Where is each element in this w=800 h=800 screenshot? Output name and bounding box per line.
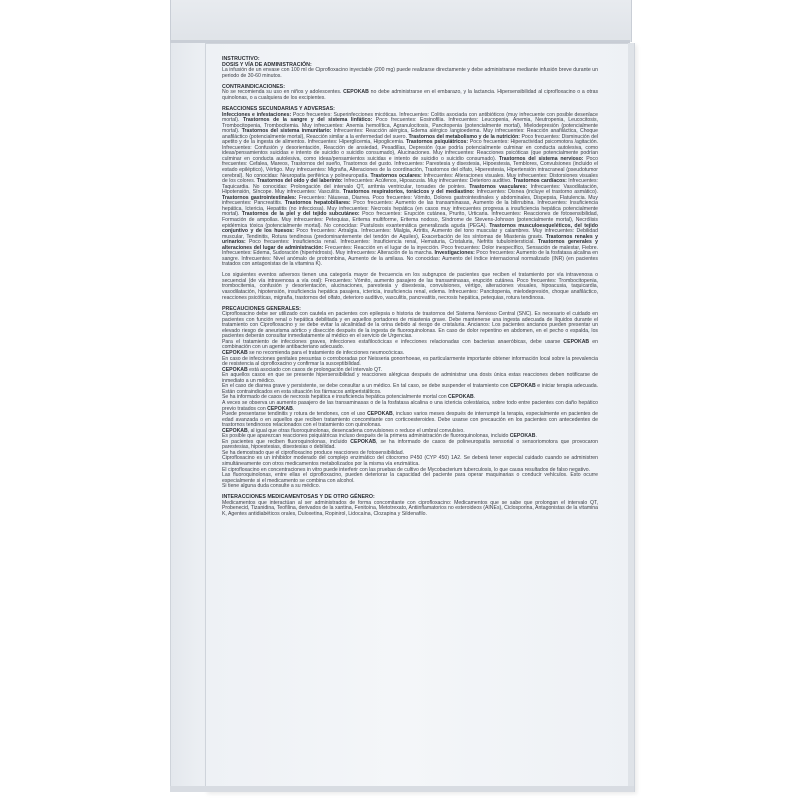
precauciones-p17: Las fluoroquinolonas, entre ellas el ciprofloxacino, pueden deteriorar la capacidad del paciente para operar maquinarias o conducir vehículos. Esto ocurre especialmente si el medicamento se combina con alcohol. xyxy=(222,472,598,484)
precauciones-p2: Para el tratamiento de infecciones graves, infecciones estafilocócicas e infecciones relacionadas con bacterias anaeróbicas, debe usarse CEPOKAB en combinación con un agente antibacteriano adecuado. xyxy=(222,338,598,351)
precauciones-p11: CEPOKAB, al igual que otras fluoroquinolonas, desencadena convulsiones o reduce el umbral convulsivo. xyxy=(222,427,465,434)
precauciones-p9: A veces se observa un aumento pasajero de las transaminasas o de la fosfatasa alcalina o una ictericia colestásica, sobre todo entre pacientes con daño hepático previo tratados con CEPOKAB. xyxy=(222,399,598,412)
box-side-panel xyxy=(170,43,206,790)
precauciones-p13: En pacientes que reciben fluoroquinolonas, incluido CEPOKAB, se ha informado de casos de polineuropatía sensorial o sensoriomotora que provocaron parestesias, hipoestesias, disestesias o debilidad. xyxy=(222,438,598,451)
precauciones-p3: CEPOKAB se no recomienda para el tratamiento de infecciones neumocócicas. xyxy=(222,350,405,357)
precauciones-p6: En aquellos casos en que se presente hipersensibilidad y reacciones alérgicas después de administrar una dosis única estas reacciones deben notificarse de inmediato a un médico. xyxy=(222,372,598,384)
precauciones-p15: Ciprofloxacino es un inhibidor moderado del complejo enzimático del citocromo P450 (CYP 450) 1A2. Se deberá tener especial cuidado cuando se administren simultáneamente con otros medicamentos metabolizados por la misma vía enzimática. xyxy=(222,455,598,467)
precauciones-p5: CEPOKAB está asociado con casos de prolongación del intervalo QT. xyxy=(222,366,383,373)
precauciones-p12: Es posible que aparezcan reacciones psiquiátricas incluso después de la primera administración de fluoroquinolonas, incluido CEPOKAB. xyxy=(222,433,537,440)
contraindicaciones-heading: CONTRAINDICACIONES: xyxy=(222,83,285,90)
interacciones-heading: INTERACCIONES MEDICAMENTOSAS Y DE OTRO GÉNERO: xyxy=(222,494,375,501)
precauciones-p10: Puede presentarse tendinitis y rotura de tendones, con el uso CEPOKAB, incluso varios meses después de interrumpir la terapia, especialmente en pacientes de edad avanzada o en aquellos que reciben tratamiento concomitante con corticoesteroides. Debe usarse con precaución en los pacientes con antecedentes de trastornos tendinosos relacionados con el tratamiento con quinolonas. xyxy=(222,411,598,429)
precauciones-p14: Se ha demostrado que el ciprofloxacino produce reacciones de fotosensibilidad. xyxy=(222,449,405,456)
precauciones-p7: En el caso de diarrea grave y persistente, se debe consultar a un médico. En tal caso, se debe suspender el tratamiento con CEPOKAB e iniciar terapia adecuada. Están contraindicados en esta situación los fármacos antiperistálticos. xyxy=(222,383,599,395)
box-right-edge xyxy=(628,43,634,790)
box-top-flap xyxy=(170,0,632,42)
dosis-text: La infusión de un envase con 100 ml de Ciprofloxacino inyectable (200 mg) puede realizarse directamente y debe administrarse mediante infusión breve durante un periodo de 30-60 minutos. xyxy=(222,67,598,79)
precauciones-p1: Ciprofloxacino debe ser utilizado con cautela en pacientes con epilepsia o historia de trastornos del Sistema Nervioso Central (SNC). Es necesario el cuidado en pacientes con función renal o hepática debilitada y en aquellos portadores de miastenia grave. Debe mantenerse una ingesta adecuada de líquidos durante el tratamiento con Ciprofloxacino y se debe evitar la alcalinidad de la orina debido al riesgo de cristaluria. Ancianos: Los pacientes ancianos pueden presentar un elevado riesgo de aneurisma aórtico y disección después de la ingesta de fluoroquinolonas. En caso de dolor repentino en abdomen, en el pecho o espalda, los pacientes deberán consultar inmediatamente al médico en el servicio de Urgencias. xyxy=(222,311,598,340)
reacciones-heading: REACCIONES SECUNDARIAS Y ADVERSAS: xyxy=(222,105,335,112)
precauciones-p4: En caso de infecciones genitales presuntas o corroboradas por Neisseria gonorrhoeae, es particularmente importante obtener información local sobre la prevalencia de resistencia al ciprofloxacino y confirmar la susceptibilidad. xyxy=(222,355,598,368)
box-bottom-edge xyxy=(170,786,634,792)
leaflet-text xyxy=(222,57,598,517)
precauciones-p16: El ciprofloxacino en concentraciones in vitro puede interferir con las pruebas de cultivo de Mycobacterium tuberculosis, lo que causa resultados de falso negativo. xyxy=(222,466,591,473)
reacciones-text: Infecciones e infestaciones: Poco frecuentes: Superinfecciones micóticas. Infrecuentes: Colitis asociada con antibióticos (muy infrecuente con posible desenlace mortal). Trastornos de la sangre y del sistema linfático: Poco frecuentes: Eosinofilia. Infrecuentes: Leucopenia, Anemia, Neutropenia, Leucocitosis, Trombocitopenia, Trombocitemia. Muy infrecuentes: Anemia hemolítica, Agranulocitosis, Pancitopenia (potencialmente mortal), Mielodepresión (potencialmente mortal). Trastornos del sistema inmunitario: Infrecuentes: Reacción alérgica, Edema alérgico /angioedema. Muy infrecuentes: Reacción anafiláctica, Choque anafiláctico (potencialmente mortal), Reacción similar a la enfermedad del suero. Trastornos del metabolismo y de la nutrición: Poco frecuentes: Disminución del apetito y de la ingesta de alimentos. Infrecuentes: Hiperglicemia, Hipoglicemia. Trastornos psiquiátricos: Poco frecuentes: Hiperactividad psicomotora /agitación. Infrecuentes: Confusión y desorientación, Reacción de ansiedad, Pesadillas, Depresión (que podría potencialmente culminar en conducta autolesiva, como ideas/pensamientos suicidas e intento de suicidio o suicidio consumado), Alucinaciones. Muy infrecuentes: Reacciones psicóticas (que potencialmente podrían culminar en conducta autolesiva, como ideas/pensamientos suicidas e intento de suicidio o suicidio consumado). Trastornos del sistema nervioso: Poco frecuentes: Cefalea, Mareos, Trastornos del sueño, Trastornos del gusto. Infrecuentes: Parestesia y disestesia, Hipoestesia, Temblores, Convulsiones (incluido el estado epiléptico), Vértigo. Muy infrecuentes: Migraña, Alteraciones de la coordinación, Trastornos del olfato, Hiperestesia, Hipertensión intracraneal (pseudotumor cerebral). No conocidas: Neuropatía periférica y polineuropatía. Trastornos oculares: Infrecuentes: Alteraciones visuales. Muy infrecuentes: Distorsiones visuales de los colores. Trastornos del oído y del laberinto: Infrecuentes: Acúfenos, Hipoacusia. Muy infrecuentes: Deterioro auditivo. Trastornos cardíacos: Infrecuentes: Taquicardia. No conocidas: Prolongación del intervalo QT, arritmia ventricular, torsades de pointes. Trastornos vasculares: Infrecuentes: Vasodilatación, Hipotensión, Síncope. Muy infrecuentes: Vasculitis. Trastornos respiratorios, torácicos y del mediastino: Infrecuentes: Disnea (incluye el trastorno asmático). Trastornos gastrointestinales: Frecuentes: Náuseas, Diarrea. Poco frecuentes: Vómito, Dolores gastrointestinales y abdominales, Dispepsia, Flatulencia. Muy infrecuentes: Pancreatitis. Trastornos hepatobiliares: Poco frecuentes: Aumento de las transaminasas, Aumento de la bilirrubina. Infrecuentes: Insuficiencia hepática, Ictericia, Hepatitis (no infecciosa). Muy infrecuentes: Necrosis hepática (en casos muy infrecuentes progresa a insuficiencia hepática potencialmente mortal). Trastornos de la piel y del tejido subcutáneo: Poco frecuentes: Erupción cutánea, Prurito, Urticaria. Infrecuentes: Reacciones de fotosensibilidad, Formación de ampollas. Muy infrecuentes: Petequias, Eritema multiforme, Eritema nodoso, Síndrome de Stevens-Johnson (potencialmente mortal), Necrólisis epidérmica tóxica (potencialmente mortal). No conocidas: Pustulosis exantemática generalizada aguda (PEGA). Trastornos musculoesqueléticos, del tejido conjuntivo y de los huesos: Poco frecuentes: Artralgia. Infrecuentes: Mialgia, Artritis, Aumento del tono muscular y calambres. Muy infrecuentes: Debilidad muscular, Tendinitis, Rotura tendinosa (predominantemente del tendón de Aquiles), Exacerbación de los síntomas de Miastenia gravis. Trastornos renales y urinarios: Poco frecuentes: Insuficiencia renal. Infrecuentes: Insuficiencia renal, Hematuria, Cristaluria, Nefritis tubulointersticial. Trastornos generales y alteraciones del lugar de administración: Frecuentes: Reacción en el lugar de la inyección. Poco frecuentes: Dolor inespecífico, Sensación de malestar, Fiebre. Infrecuentes: Edema, Sudoración (hiperhidrosis). Muy infrecuentes: Alteración de la marcha. Investigaciones: Poco frecuentes: Aumento de la fosfatasa alcalina en sangre. Infrecuentes: Nivel anómalo de protrombina, Aumento de la amilasa. No conocidas: Aumento del índice internacional normalizado (INR) (en pacientes tratados con antagonistas de la vitamina K). xyxy=(222,111,599,268)
contraindicaciones-text: No se recomienda su uso en niños y adolescentes. CEPOKAB no debe administrarse en el embarazo, y la lactancia. Hipersensibilidad al ciprofloxacino o a otras quinolonas, o a cualquiera de los excipientes. xyxy=(222,89,599,101)
precauciones-p18: Si tiene alguna duda consulte a su médico. xyxy=(222,483,321,490)
precauciones-p8: Se ha informado de casos de necrosis hepática e insuficiencia hepática potencialmente mortal con CEPOKAB. xyxy=(222,394,476,401)
instructivo-heading: INSTRUCTIVO: xyxy=(222,56,260,62)
interacciones-text: Medicamentos que interactúan al ser administrados de forma concomitante con ciprofloxacino: Medicamentos que se sabe que prolongan el intervalo QT, Probenecid, Tizanidina, Teofilina, derivados de la xantina, Fenitoína, Metotrexato, Antiinflamatorios no esteroideos (AINEs), Ciclosporina, Antagonistas de la vitamina K, Agentes antidiabéticos orales, Duloxetina, Ropinirol, Lidocaína, Clozapina y Sildenafilo. xyxy=(222,499,598,517)
dosis-heading: DOSIS Y VÍA DE ADMINISTRACIÓN: xyxy=(222,61,312,68)
subgrupos-text: Los siguientes eventos adversos tienen una categoría mayor de frecuencia en los subgrupos de pacientes que reciben el tratamiento por vía intravenosa o secuencial (de vía intravenosa a vía oral): Frecuentes: Vómito, aumento pasajero de las transaminasas, erupción cutánea. Poco frecuentes: Trombocitopenia, trombocitemia, confusión y desorientación, alucinaciones, parestesia y disestesia, convulsiones, vértigo, alteraciones visuales, hipoacusia, taquicardia, vasodilatación, hipotensión, insuficiencia hepática pasajera, ictericia, insuficiencia renal, edema. Infrecuentes: Pancitopenia, mielodepresión, choque anafiláctico, reacciones psicóticas, migraña, trastornos del olfato, deterioro auditivo, vasculitis, pancreatitis, necrosis hepática, petequias, rotura tendinosa. xyxy=(222,272,598,301)
precauciones-heading: PRECAUCIONES GENERALES: xyxy=(222,305,301,312)
